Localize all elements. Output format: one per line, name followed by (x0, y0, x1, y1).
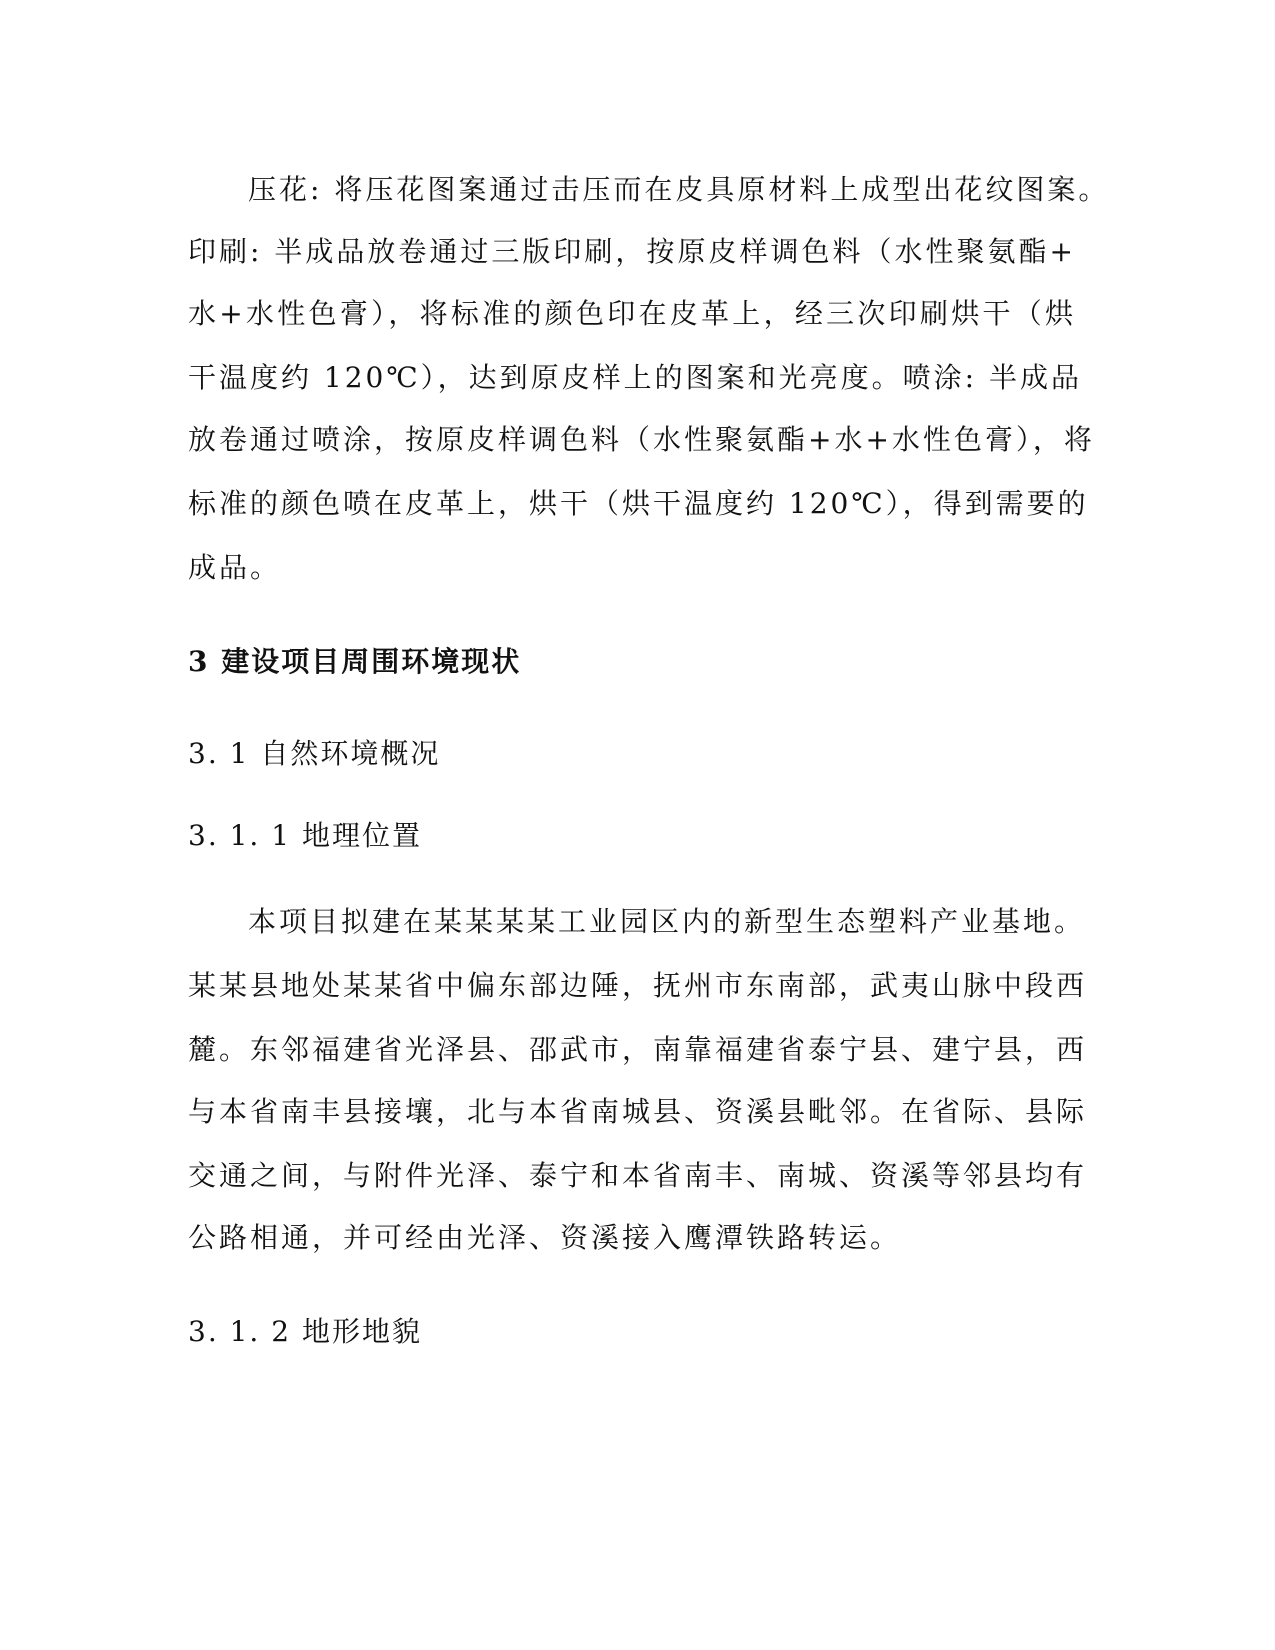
paragraph-1-line-2: 印刷: 半成品放卷通过三版印刷，按原皮样调色料（水性聚氨酯+ (188, 235, 1076, 268)
paragraph-2-line-3: 麓。东邻福建省光泽县、邵武市，南靠福建省泰宁县、建宁县，西 (188, 1033, 1088, 1066)
paragraph-2-line-6: 公路相通，并可经由光泽、资溪接入鹰潭铁路转运。 (188, 1221, 902, 1254)
paragraph-1-line-6: 标准的颜色喷在皮革上，烘干（烘干温度约 120℃），得到需要的 (188, 487, 1089, 520)
section-heading-3: 3 建设项目周围环境现状 (188, 645, 522, 678)
paragraph-2-line-2: 某某县地处某某省中偏东部边陲，抚州市东南部，武夷山脉中段西 (188, 969, 1088, 1002)
section-heading-3-1-2: 3. 1. 2 地形地貌 (188, 1315, 422, 1348)
section-heading-3-1-1: 3. 1. 1 地理位置 (188, 819, 422, 852)
paragraph-1-line-3: 水+水性色膏），将标准的颜色印在皮革上，经三次印刷烘干（烘 (188, 297, 1076, 330)
paragraph-2-line-4: 与本省南丰县接壤，北与本省南城县、资溪县毗邻。在省际、县际 (188, 1095, 1088, 1128)
paragraph-2-line-5: 交通之间，与附件光泽、泰宁和本省南丰、南城、资溪等邻县均有 (188, 1159, 1088, 1192)
section-heading-3-1: 3. 1 自然环境概况 (188, 737, 441, 770)
paragraph-1-line-4: 干温度约 120℃），达到原皮样上的图案和光亮度。喷涂: 半成品 (188, 361, 1083, 394)
paragraph-2-line-1: 本项目拟建在某某某某工业园区内的新型生态塑料产业基地。 (248, 905, 1086, 938)
paragraph-1-line-5: 放卷通过喷涂，按原皮样调色料（水性聚氨酯+水+水性色膏），将 (188, 423, 1095, 456)
paragraph-1-line-1: 压花: 将压花图案通过击压而在皮具原材料上成型出花纹图案。 (248, 173, 1110, 206)
paragraph-1-line-7: 成品。 (188, 551, 282, 584)
